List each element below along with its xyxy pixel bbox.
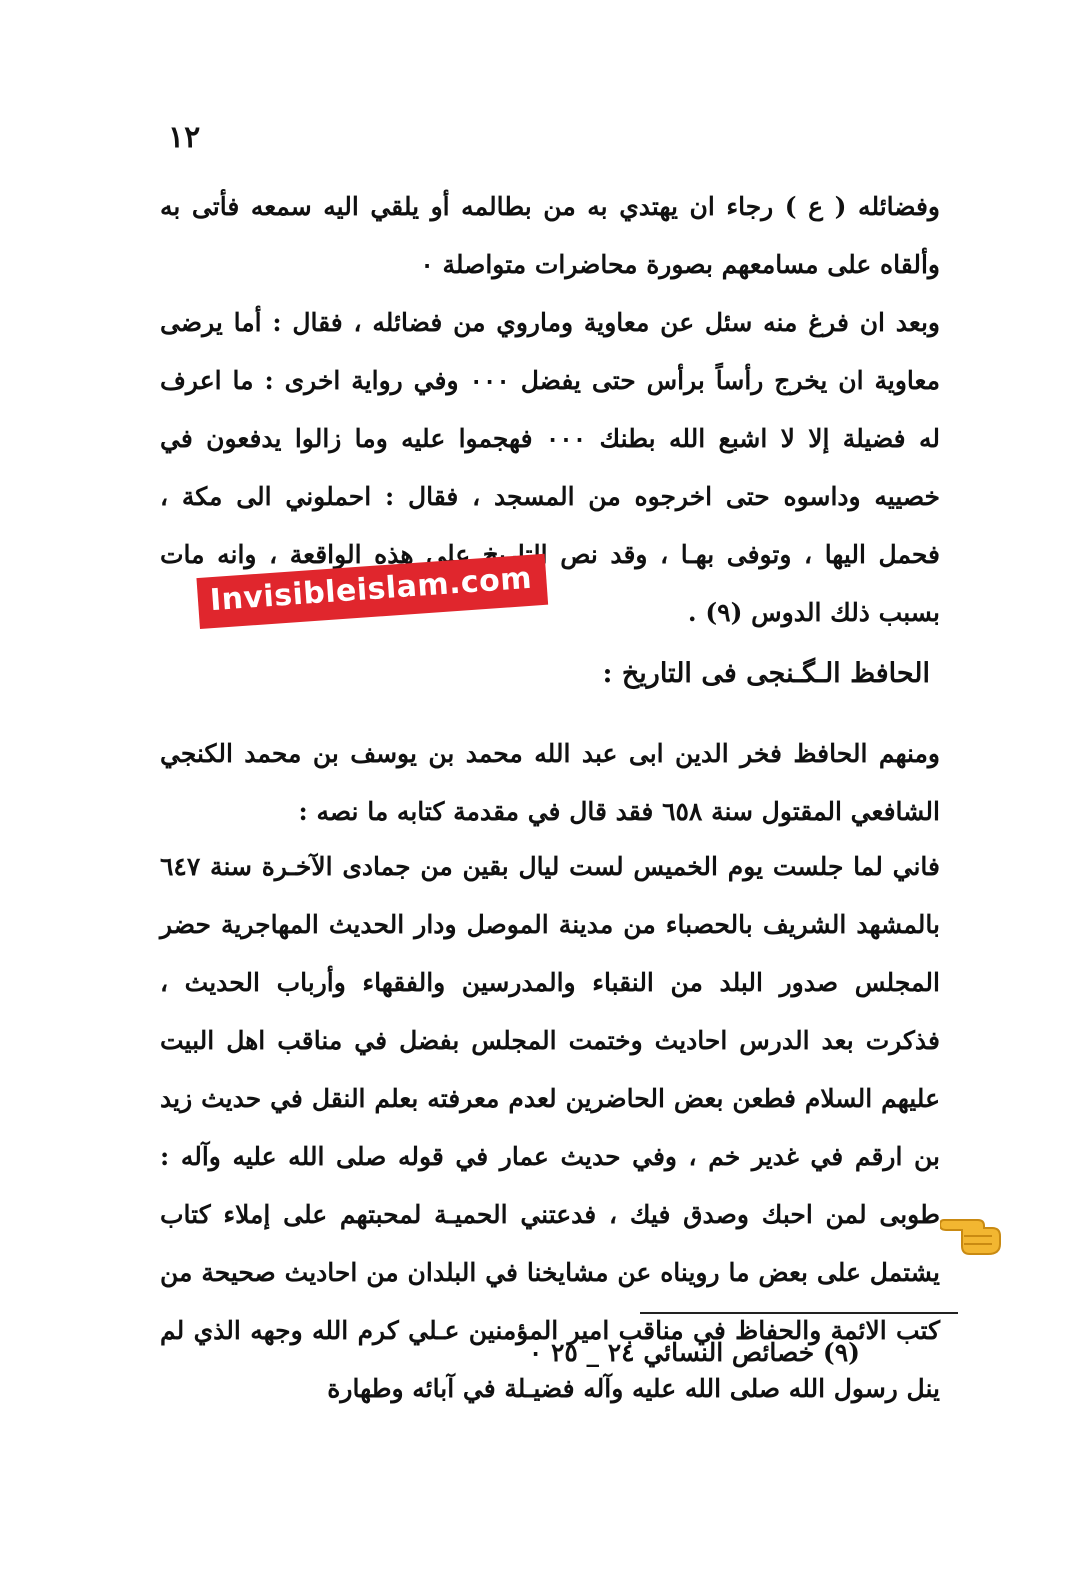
page-number: ١٢ [168, 120, 201, 155]
pointing-hand-icon [940, 1198, 1010, 1258]
watermark-logo: Invisibleislam.com [196, 554, 547, 629]
paragraph-text: ومنهم الحافظ فخر الدين ابى عبد الله محمد بن يوسف بن محمد الكنجي الشافعي المقتول سنة ٦٥٨ فقد قال في مقدمة كتابه ما نصه : [160, 739, 940, 826]
footnote-divider [640, 1312, 958, 1314]
paragraph-text: فاني لما جلست يوم الخميس لست ليال بقين من جمادى الآخـرة سنة ٦٤٧ بالمشهد الشريف بالحصباء من مدينة الموصل ودار الحديث المهاجرية حضر المجلس صدور البلد من النقباء والمدرسين والفقهاء وأرباب الحديث ، فذكرت بعد الدرس احاديث وختمت المجلس بفضل في مناقب اهل البيت عليهم السلام فطعن بعض الحاضرين لعدم معرفته بعلم النقل في حديث زيد بن ارقم في غدير خم ، وفي حديث عمار في قوله صلى الله عليه وآله : طوبى لمن احبك وصدق فيك ، فدعتني الحميـة لمحبتهم على إملاء كتاب يشتمل على بعض ما رويناه عن مشايخنا في البلدان من احاديث صحيحة من كتب الائمة والحفاظ في مناقب امير المؤمنين عـلي كرم الله وجهه الذي لم ينل رسول الله صلى الله عليه وآله فضيـلة في آبائه وطهارة [160, 852, 940, 1403]
paragraph-3 [160, 725, 940, 841]
paragraph-text: وبعد ان فرغ منه سئل عن معاوية وماروي من فضائله ، فقال : أما يرضى معاوية ان يخرج رأساً برأس حتى يفضل ٠٠٠ وفي رواية اخرى : ما اعرف له فضيلة إلا لا اشبع الله بطنك ٠٠٠ فهجموا عليه وما زالوا يدفعون في خصييه وداسوه حتى اخرجوه من المسجد ، فقال : احملوني الى مكة ، فحمل اليها ، وتوفى بهـا ، وقد نص التاريخ على هذه الواقعة ، وانه مات بسبب ذلك الدوس (٩) . [160, 308, 940, 627]
section-heading: الحافظ الـگـنجى فى التاريخ : [602, 658, 930, 689]
paragraph-text: وفضائله ( ع ) رجاء ان يهتدي به من بطالمه أو يلقي اليه سمعه فأتى به وألقاه على مسامعهم بصورة محاضرات متواصلة ٠ [160, 192, 940, 279]
paragraph-1 [160, 178, 940, 294]
footnote: (٩) خصائص النسائي ٢٤ _ ٢٥ ٠ [528, 1338, 860, 1367]
